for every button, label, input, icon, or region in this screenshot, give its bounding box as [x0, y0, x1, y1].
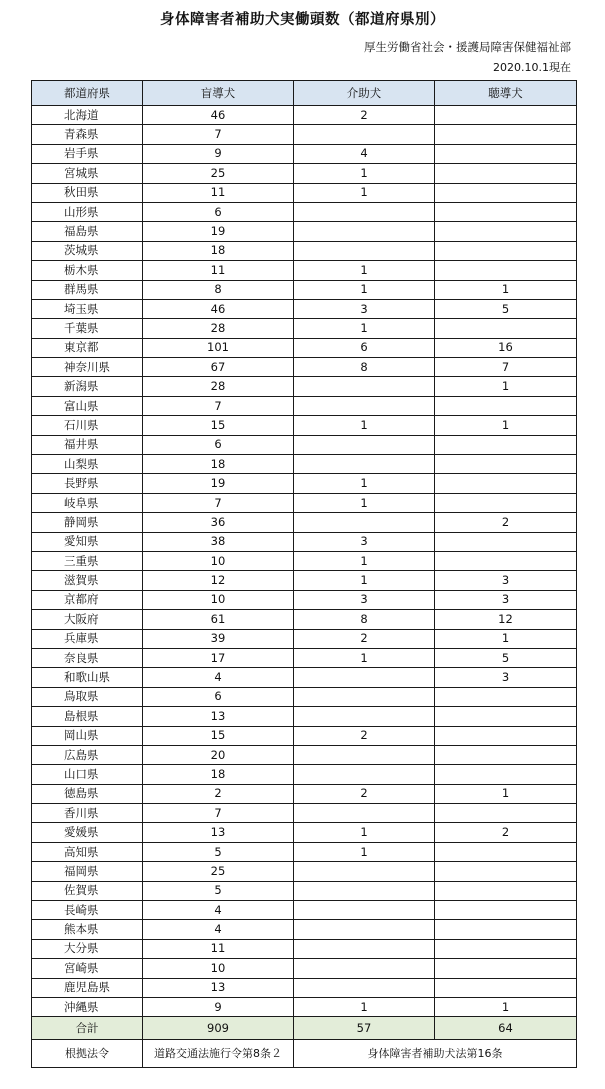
hearing-cell [435, 920, 577, 939]
table-row [32, 261, 577, 280]
pref-cell: 愛媛県 [32, 823, 143, 842]
pref-cell: 高知県 [32, 842, 143, 861]
service-cell [294, 435, 435, 454]
pref-cell: 栃木県 [32, 261, 143, 280]
service-cell [294, 125, 435, 144]
service-cell: 1 [294, 551, 435, 570]
service-cell: 2 [294, 629, 435, 648]
pref-cell: 埼玉県 [32, 299, 143, 318]
table-row [32, 551, 577, 570]
table-row [32, 842, 577, 861]
pref-cell: 鹿児島県 [32, 978, 143, 997]
pref-cell: 秋田県 [32, 183, 143, 202]
hearing-cell [435, 551, 577, 570]
service-cell [294, 978, 435, 997]
header-service-dog: 介助犬 [294, 81, 435, 106]
guide-cell: 7 [143, 396, 294, 415]
hearing-cell [435, 493, 577, 512]
table-row [32, 745, 577, 764]
pref-cell: 福岡県 [32, 862, 143, 881]
hearing-cell: 1 [435, 416, 577, 435]
pref-cell: 三重県 [32, 551, 143, 570]
hearing-cell [435, 707, 577, 726]
hearing-cell [435, 862, 577, 881]
service-cell: 1 [294, 493, 435, 512]
hearing-cell: 5 [435, 648, 577, 667]
service-cell [294, 745, 435, 764]
pref-cell: 岡山県 [32, 726, 143, 745]
table-row [32, 629, 577, 648]
guide-cell: 7 [143, 493, 294, 512]
hearing-cell [435, 881, 577, 900]
pref-cell: 青森県 [32, 125, 143, 144]
service-cell [294, 765, 435, 784]
guide-cell: 67 [143, 358, 294, 377]
hearing-cell [435, 455, 577, 474]
table-row [32, 474, 577, 493]
table-row [32, 862, 577, 881]
guide-cell: 18 [143, 455, 294, 474]
hearing-cell: 1 [435, 280, 577, 299]
pref-cell: 千葉県 [32, 319, 143, 338]
guide-cell: 5 [143, 881, 294, 900]
service-cell: 1 [294, 571, 435, 590]
service-cell [294, 513, 435, 532]
guide-cell: 10 [143, 551, 294, 570]
table-row [32, 299, 577, 318]
service-cell [294, 707, 435, 726]
hearing-cell [435, 261, 577, 280]
guide-cell: 12 [143, 571, 294, 590]
pref-cell: 鳥取県 [32, 687, 143, 706]
total-label: 合計 [32, 1017, 143, 1040]
guide-cell: 7 [143, 125, 294, 144]
hearing-cell [435, 106, 577, 125]
data-table [31, 80, 577, 1068]
service-cell: 1 [294, 842, 435, 861]
pref-cell: 滋賀県 [32, 571, 143, 590]
service-cell: 1 [294, 474, 435, 493]
header-guide-dog: 盲導犬 [143, 81, 294, 106]
guide-cell: 46 [143, 299, 294, 318]
service-cell: 3 [294, 299, 435, 318]
hearing-cell [435, 532, 577, 551]
pref-cell: 香川県 [32, 804, 143, 823]
hearing-cell [435, 164, 577, 183]
guide-cell: 19 [143, 222, 294, 241]
guide-cell: 5 [143, 842, 294, 861]
guide-cell: 19 [143, 474, 294, 493]
pref-cell: 島根県 [32, 707, 143, 726]
service-cell [294, 687, 435, 706]
pref-cell: 東京都 [32, 338, 143, 357]
page-title: 身体障害者補助犬実働頭数（都道府県別） [160, 12, 445, 28]
service-cell: 2 [294, 726, 435, 745]
table-row [32, 377, 577, 396]
guide-cell: 13 [143, 978, 294, 997]
service-cell [294, 668, 435, 687]
guide-cell: 4 [143, 901, 294, 920]
guide-cell: 9 [143, 144, 294, 163]
pref-cell: 熊本県 [32, 920, 143, 939]
pref-cell: 茨城県 [32, 241, 143, 260]
pref-cell: 新潟県 [32, 377, 143, 396]
table-row [32, 939, 577, 958]
hearing-cell: 1 [435, 784, 577, 803]
table-row [32, 202, 577, 221]
table-row [32, 455, 577, 474]
table-row [32, 222, 577, 241]
guide-cell: 101 [143, 338, 294, 357]
table-row [32, 920, 577, 939]
pref-cell: 長崎県 [32, 901, 143, 920]
source-note: 厚生労働省社会・援護局障害保健福祉部 [364, 40, 571, 54]
hearing-cell [435, 901, 577, 920]
table-row [32, 125, 577, 144]
service-cell: 2 [294, 784, 435, 803]
total-service: 57 [294, 1017, 435, 1040]
service-cell: 1 [294, 164, 435, 183]
pref-cell: 富山県 [32, 396, 143, 415]
guide-cell: 25 [143, 164, 294, 183]
table-row [32, 319, 577, 338]
service-cell: 2 [294, 106, 435, 125]
hearing-cell [435, 222, 577, 241]
pref-cell: 徳島県 [32, 784, 143, 803]
service-cell: 6 [294, 338, 435, 357]
service-cell: 8 [294, 358, 435, 377]
service-cell: 1 [294, 280, 435, 299]
header-row [32, 81, 577, 106]
table-row [32, 571, 577, 590]
guide-cell: 6 [143, 435, 294, 454]
hearing-cell [435, 396, 577, 415]
pref-cell: 広島県 [32, 745, 143, 764]
service-cell [294, 862, 435, 881]
hearing-cell [435, 319, 577, 338]
table-row [32, 881, 577, 900]
hearing-cell [435, 842, 577, 861]
table-row [32, 978, 577, 997]
law-guide: 道路交通法施行令第8条２ [143, 1040, 294, 1068]
guide-cell: 4 [143, 920, 294, 939]
guide-cell: 18 [143, 241, 294, 260]
table-row [32, 532, 577, 551]
pref-cell: 大分県 [32, 939, 143, 958]
table-row [32, 707, 577, 726]
guide-cell: 61 [143, 610, 294, 629]
pref-cell: 宮崎県 [32, 959, 143, 978]
service-cell: 1 [294, 997, 435, 1016]
table-row [32, 901, 577, 920]
hearing-cell [435, 978, 577, 997]
pref-cell: 岩手県 [32, 144, 143, 163]
guide-cell: 18 [143, 765, 294, 784]
service-cell [294, 396, 435, 415]
header-hearing-dog: 聴導犬 [435, 81, 577, 106]
table-row [32, 183, 577, 202]
table-row [32, 338, 577, 357]
pref-cell: 長野県 [32, 474, 143, 493]
service-cell: 1 [294, 261, 435, 280]
service-cell [294, 881, 435, 900]
guide-cell: 46 [143, 106, 294, 125]
pref-cell: 静岡県 [32, 513, 143, 532]
table-row [32, 164, 577, 183]
pref-cell: 岐阜県 [32, 493, 143, 512]
pref-cell: 山梨県 [32, 455, 143, 474]
hearing-cell [435, 959, 577, 978]
hearing-cell [435, 765, 577, 784]
hearing-cell: 2 [435, 513, 577, 532]
guide-cell: 11 [143, 261, 294, 280]
guide-cell: 13 [143, 707, 294, 726]
service-cell [294, 959, 435, 978]
hearing-cell [435, 726, 577, 745]
table-row [32, 997, 577, 1016]
pref-cell: 石川県 [32, 416, 143, 435]
guide-cell: 20 [143, 745, 294, 764]
guide-cell: 11 [143, 183, 294, 202]
pref-cell: 山口県 [32, 765, 143, 784]
guide-cell: 36 [143, 513, 294, 532]
guide-cell: 28 [143, 319, 294, 338]
service-cell: 1 [294, 319, 435, 338]
law-label: 根拠法令 [32, 1040, 143, 1068]
hearing-cell [435, 687, 577, 706]
guide-cell: 10 [143, 590, 294, 609]
hearing-cell [435, 241, 577, 260]
table-row [32, 668, 577, 687]
service-cell: 8 [294, 610, 435, 629]
hearing-cell: 16 [435, 338, 577, 357]
service-cell: 1 [294, 648, 435, 667]
guide-cell: 25 [143, 862, 294, 881]
table-row [32, 648, 577, 667]
law-row [32, 1040, 577, 1068]
hearing-cell: 5 [435, 299, 577, 318]
total-hearing: 64 [435, 1017, 577, 1040]
pref-cell: 山形県 [32, 202, 143, 221]
guide-cell: 9 [143, 997, 294, 1016]
guide-cell: 15 [143, 726, 294, 745]
table-row [32, 590, 577, 609]
hearing-cell: 1 [435, 629, 577, 648]
guide-cell: 17 [143, 648, 294, 667]
hearing-cell [435, 125, 577, 144]
guide-cell: 39 [143, 629, 294, 648]
service-cell [294, 241, 435, 260]
guide-cell: 4 [143, 668, 294, 687]
service-cell: 3 [294, 590, 435, 609]
pref-cell: 北海道 [32, 106, 143, 125]
guide-cell: 2 [143, 784, 294, 803]
total-row [32, 1017, 577, 1040]
pref-cell: 福井県 [32, 435, 143, 454]
table-row [32, 765, 577, 784]
service-cell [294, 901, 435, 920]
service-cell: 4 [294, 144, 435, 163]
pref-cell: 福島県 [32, 222, 143, 241]
hearing-cell: 3 [435, 571, 577, 590]
service-cell [294, 804, 435, 823]
guide-cell: 11 [143, 939, 294, 958]
guide-cell: 38 [143, 532, 294, 551]
service-cell [294, 455, 435, 474]
guide-cell: 13 [143, 823, 294, 842]
table-row [32, 280, 577, 299]
pref-cell: 佐賀県 [32, 881, 143, 900]
hearing-cell: 12 [435, 610, 577, 629]
table-row [32, 106, 577, 125]
pref-cell: 兵庫県 [32, 629, 143, 648]
pref-cell: 愛知県 [32, 532, 143, 551]
hearing-cell [435, 804, 577, 823]
date-note: 2020.10.1現在 [493, 61, 571, 74]
hearing-cell: 1 [435, 997, 577, 1016]
pref-cell: 奈良県 [32, 648, 143, 667]
hearing-cell [435, 144, 577, 163]
table-row [32, 493, 577, 512]
hearing-cell [435, 939, 577, 958]
hearing-cell: 1 [435, 377, 577, 396]
service-cell [294, 202, 435, 221]
table-row [32, 358, 577, 377]
table-row [32, 396, 577, 415]
table-row [32, 610, 577, 629]
hearing-cell: 3 [435, 590, 577, 609]
table-row [32, 513, 577, 532]
table-row [32, 726, 577, 745]
hearing-cell [435, 474, 577, 493]
hearing-cell: 2 [435, 823, 577, 842]
pref-cell: 宮城県 [32, 164, 143, 183]
hearing-cell: 3 [435, 668, 577, 687]
hearing-cell [435, 435, 577, 454]
pref-cell: 神奈川県 [32, 358, 143, 377]
table-row [32, 784, 577, 803]
guide-cell: 6 [143, 202, 294, 221]
law-service-hearing: 身体障害者補助犬法第16条 [294, 1040, 577, 1068]
guide-cell: 10 [143, 959, 294, 978]
table-row [32, 144, 577, 163]
hearing-cell [435, 202, 577, 221]
service-cell: 1 [294, 416, 435, 435]
service-cell: 3 [294, 532, 435, 551]
table-row [32, 687, 577, 706]
pref-cell: 大阪府 [32, 610, 143, 629]
service-cell: 1 [294, 823, 435, 842]
service-cell [294, 939, 435, 958]
table-row [32, 804, 577, 823]
guide-cell: 7 [143, 804, 294, 823]
guide-cell: 15 [143, 416, 294, 435]
service-cell: 1 [294, 183, 435, 202]
service-cell [294, 377, 435, 396]
table-row [32, 823, 577, 842]
hearing-cell: 7 [435, 358, 577, 377]
table-row [32, 435, 577, 454]
table-row [32, 959, 577, 978]
pref-cell: 和歌山県 [32, 668, 143, 687]
hearing-cell [435, 745, 577, 764]
service-cell [294, 222, 435, 241]
pref-cell: 群馬県 [32, 280, 143, 299]
pref-cell: 沖縄県 [32, 997, 143, 1016]
service-cell [294, 920, 435, 939]
guide-cell: 28 [143, 377, 294, 396]
table-row [32, 416, 577, 435]
table-row [32, 241, 577, 260]
pref-cell: 京都府 [32, 590, 143, 609]
hearing-cell [435, 183, 577, 202]
header-prefecture: 都道府県 [32, 81, 143, 106]
guide-cell: 6 [143, 687, 294, 706]
guide-cell: 8 [143, 280, 294, 299]
total-guide: 909 [143, 1017, 294, 1040]
